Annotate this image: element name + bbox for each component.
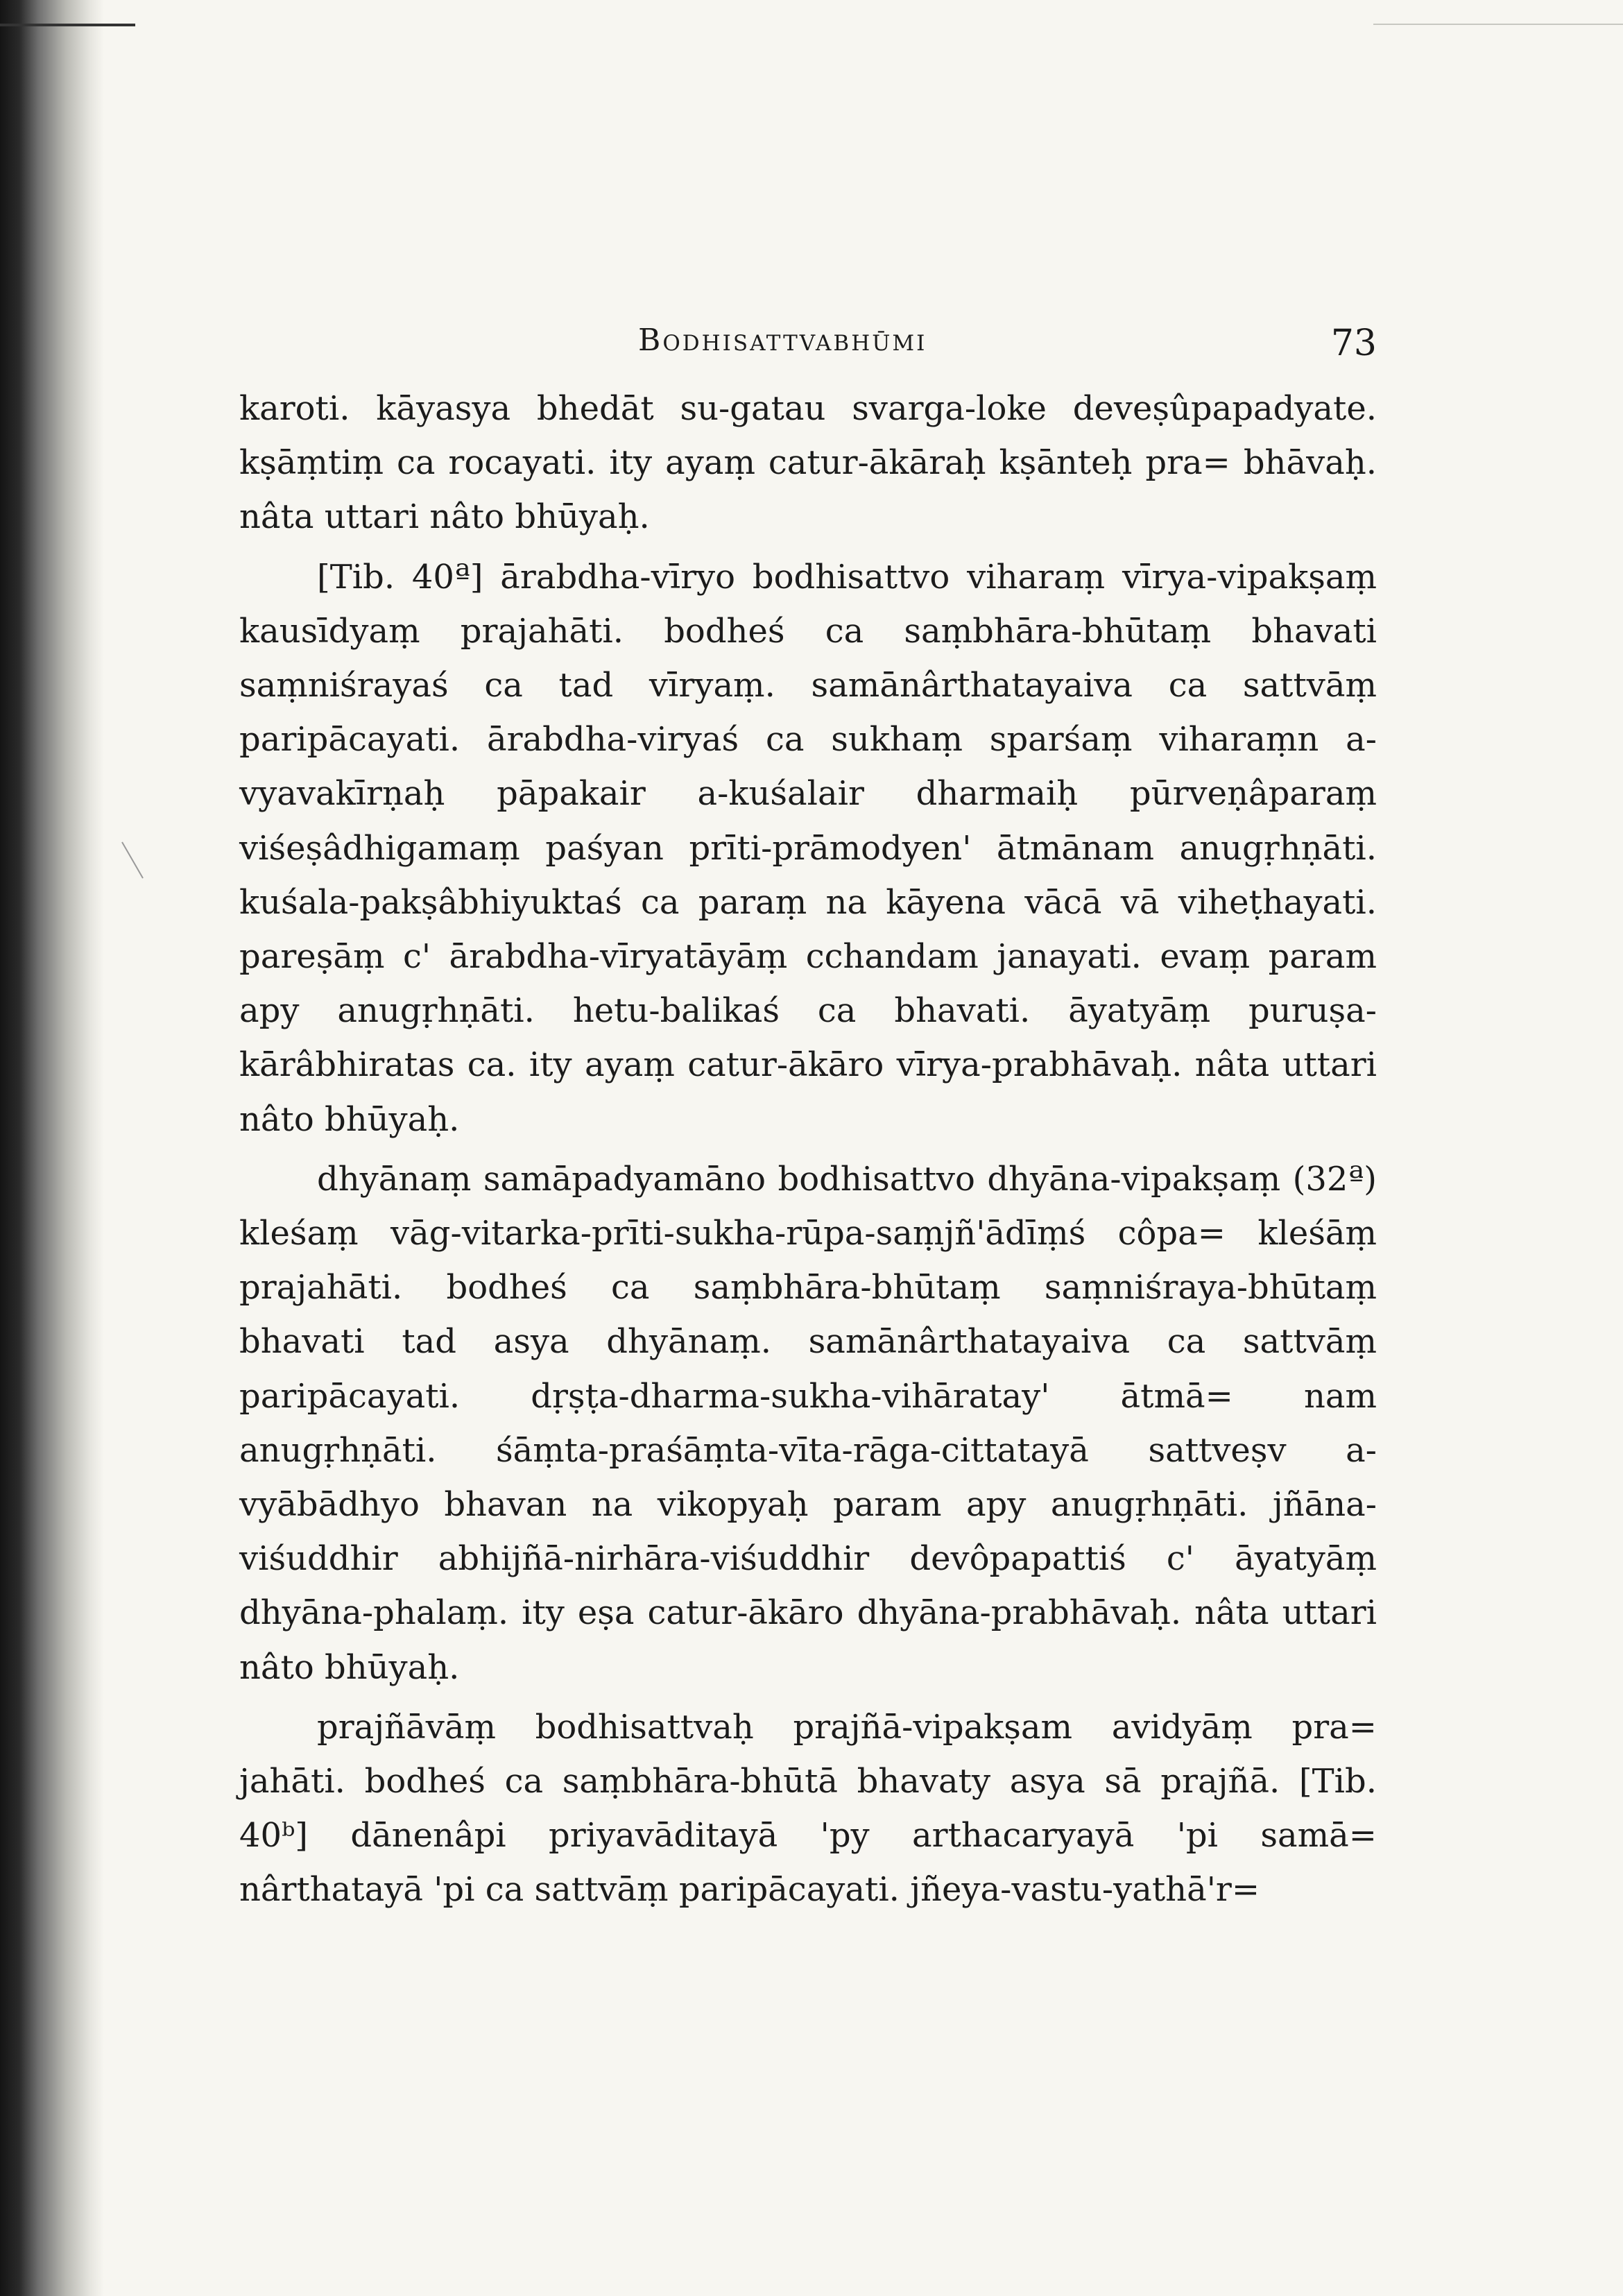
paragraph-virya: [Tib. 40ª] ārabdha-vīryo bodhisattvo viharaṃ vīrya-vipakṣaṃ kausīdyaṃ prajahāti. bodheś ca saṃbhāra-bhūtaṃ bhavati saṃniśrayaś ca tad vīryaṃ. samānârthatayaiva ca sattvāṃ paripācayati. ārabdha-viryaś ca sukhaṃ sparśaṃ viharaṃn a-vyavakīrṇaḥ pāpakair a-kuśalair dharmaiḥ pūrveṇâparaṃ viśeṣâdhigamaṃ paśyan prīti-prāmodyen' ātmānam anugṛhṇāti. kuśala-pakṣâbhiyuktaś ca paraṃ na kāyena vācā vā viheṭhayati. pareṣāṃ c' ārabdha-vīryatāyāṃ cchandam janayati. evaṃ param apy anugṛhṇāti. hetu-balikaś ca bhavati. āyatyāṃ puruṣa-kārâbhiratas ca. ity ayaṃ catur-ākāro vīrya-prabhāvaḥ. nâta uttari nâto bhūyaḥ. <box>239 557 1377 1139</box>
top-right-rule <box>1373 24 1623 25</box>
paragraph-continuation: karoti. kāyasya bhedāt su-gatau svarga-loke deveṣûpapadyate. kṣāṃtiṃ ca rocayati. ity ayaṃ catur-ākāraḥ kṣānteḥ pra= bhāvaḥ. nâta uttari nâto bhūyaḥ. <box>239 389 1377 537</box>
book-page <box>239 316 1377 1923</box>
top-edge-rule <box>0 24 135 26</box>
page-header <box>239 316 1377 382</box>
margin-mark <box>121 842 144 879</box>
running-title: Bodhisattvabhūmi <box>638 323 927 358</box>
page-number: 73 <box>1330 323 1377 364</box>
paragraph-prajna: prajñāvāṃ bodhisattvaḥ prajñā-vipakṣam avidyāṃ pra= jahāti. bodheś ca saṃbhāra-bhūtā bhavaty asya sā prajñā. [Tib. 40ᵇ] dānenâpi priyavāditayā 'py arthacaryayā 'pi samā= nârthatayā 'pi ca sattvāṃ paripācayati. jñeya-vastu-yathā'r= <box>239 1707 1377 1910</box>
book-binding-shadow <box>0 0 104 2296</box>
body-text <box>239 382 1377 1917</box>
paragraph-dhyana: dhyānaṃ samāpadyamāno bodhisattvo dhyāna-vipakṣaṃ (32ª) kleśaṃ vāg-vitarka-prīti-sukha-rūpa-saṃjñ'ādīṃś côpa= kleśāṃ prajahāti. bodheś ca saṃbhāra-bhūtaṃ saṃniśraya-bhūtaṃ bhavati tad asya dhyānaṃ. samānârthatayaiva ca sattvāṃ paripācayati. dṛṣṭa-dharma-sukha-vihāratay' ātmā= nam anugṛhṇāti. śāṃta-praśāṃta-vīta-rāga-cittatayā sattveṣv a-vyābādhyo bhavan na vikopyaḥ param apy anugṛhṇāti. jñāna-viśuddhir abhijñā-nirhāra-viśuddhir devôpapattiś c' āyatyāṃ dhyāna-phalaṃ. ity eṣa catur-ākāro dhyāna-prabhāvaḥ. nâta uttari nâto bhūyaḥ. <box>239 1159 1377 1687</box>
